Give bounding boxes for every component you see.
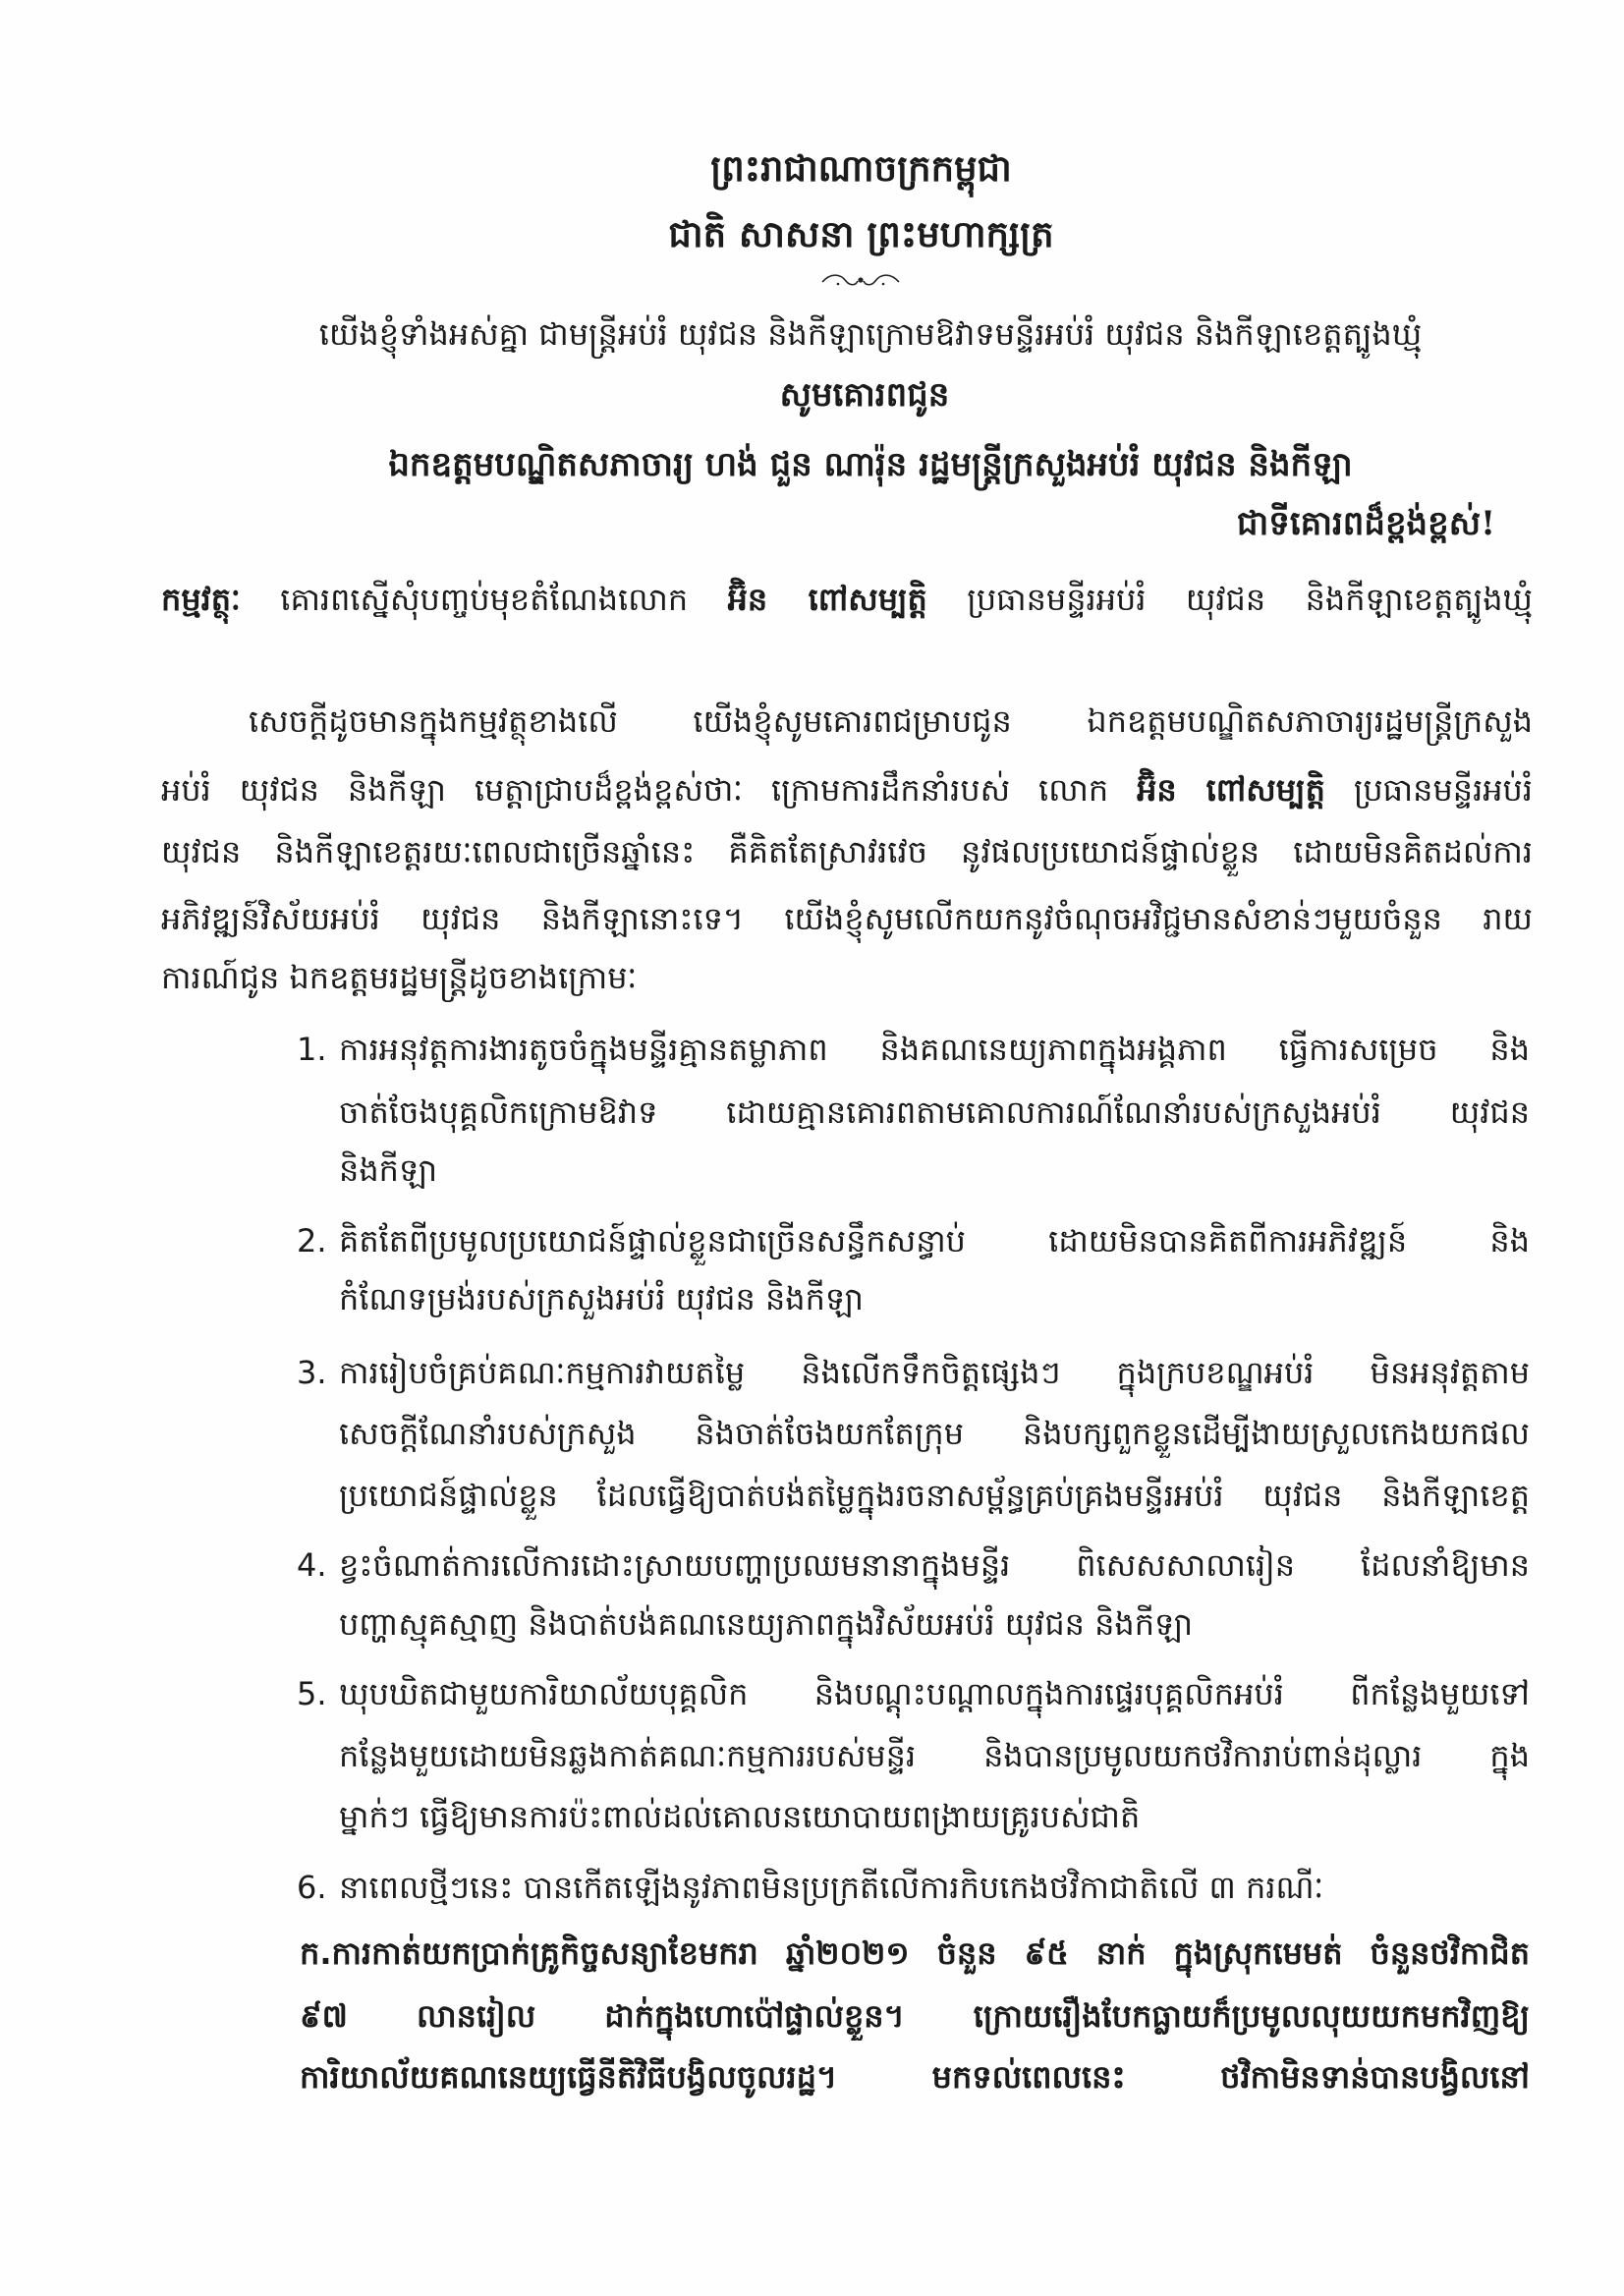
subject-text-after: ប្រធានមន្ទីរអប់រំ យុវជន និងកីឡាខេត្តត្បូងឃ្មុំ: [926, 581, 1533, 618]
point-2-number: 2.: [297, 1222, 327, 1260]
subject-text-before: គោរពស្នើសុំបញ្ចប់មុខតំណែងលោក: [240, 581, 728, 618]
point-5-line-1: ឃុបឃិតជាមួយការិយាល័យបុគ្គលិក និងបណ្តុះបណ្តាលក្នុងការផ្ទេរបុគ្គលិកអប់រំ ពីកន្លែងមួយទៅ: [339, 1675, 1530, 1712]
intro-line-2-after: ប្រធានមន្ទីរអប់រំ: [1324, 771, 1533, 809]
intro-line-2: [161, 765, 1533, 814]
subject-label: កម្មវត្ថុៈ: [161, 581, 241, 618]
national-motto: ជាតិ សាសនា ព្រះមហាក្សត្រ: [668, 212, 1054, 255]
kingdom-title: ព្រះរាជាណាចក្រកម្ពុជា: [710, 146, 1012, 190]
point-2-line-2: កំណែទម្រង់របស់ក្រសួងអប់រំ យុវជន និងកីឡា: [339, 1280, 864, 1317]
intro-person-name: អ៊ិន ពៅសម្បត្តិ: [1137, 771, 1325, 809]
flourish-divider-icon: [816, 269, 905, 293]
intro-line-3: យុវជន និងកីឡាខេត្តរយៈពេលជាច្រើនឆ្នាំនេះ គឺគិតតែស្រាវរវេច នូវផលប្រយោជន៍ផ្ទាល់ខ្លួន ដោយមិនគិតដល់ការ: [161, 833, 1533, 870]
subject-person-name: អ៊ិន ពៅសម្បត្តិ: [727, 581, 927, 618]
sub-item-ka-label: ក.: [300, 1934, 332, 1972]
point-2-line-1: គិតតែពីប្រមូលប្រយោជន៍ផ្ទាល់ខ្លួនជាច្រើនសន្ធឹកសន្ធាប់ ដោយមិនបានគិតពីការអភិវឌ្ឍន៍ និង: [339, 1222, 1530, 1260]
point-4-line-2: បញ្ហាស្មុគស្មាញ និងបាត់បង់គណនេយ្យភាពក្នុងវិស័យអប់រំ យុវជន និងកីឡា: [339, 1605, 1194, 1643]
point-1-line-3: និងកីឡា: [339, 1151, 437, 1189]
respectfully-to: សូមគោរពជូន: [779, 375, 950, 415]
honorific-line: ជាទីគោរពដ៏ខ្ពង់ខ្ពស់!: [1236, 504, 1495, 543]
intro-line-1: សេចក្តីដូចមានក្នុងកម្មវត្ថុខាងលើ យើងខ្ញុំសូមគោរពជម្រាបជូន ឯកឧត្តមបណ្ឌិតសភាចារ្យរដ្ឋមន្ត្រីក្រសួង: [249, 702, 1533, 740]
point-3-number: 3.: [297, 1354, 327, 1391]
point-6-line-1: នាពេលថ្មីៗនេះ បានកើតឡើងនូវភាពមិនប្រក្រតីលើការកិបកេងថវិកាជាតិលើ ៣ ករណីៈ: [339, 1869, 1324, 1906]
recipient-line: ឯកឧត្តមបណ្ឌិតសភាចារ្យ ហង់ ជួន ណារ៉ុន រដ្ឋមន្ត្រីក្រសួងអប់រំ យុវជន និងកីឡា: [388, 445, 1353, 484]
point-3-line-2: សេចក្តីណែនាំរបស់ក្រសួង និងចាត់ចែងយកតែក្រុម និងបក្សពួកខ្លួនដើម្បីងាយស្រួលកេងយកផល: [339, 1415, 1530, 1452]
point-6-number: 6.: [297, 1869, 327, 1906]
point-5-line-3: ម្នាក់ៗ ធ្វើឱ្យមានការប៉ះពាល់ដល់គោលនយោបាយពង្រាយគ្រូរបស់ជាតិ: [339, 1798, 1141, 1835]
point-3-line-3: ប្រយោជន៍ផ្ទាល់ខ្លួន ដែលធ្វើឱ្យបាត់បង់តម្លៃក្នុងរចនាសម្ព័ន្ធគ្រប់គ្រងមន្ទីរអប់រំ យុវជន និងកីឡាខេត្ត: [339, 1477, 1530, 1514]
sub-item-ka-text: ការកាត់យកប្រាក់គ្រូកិច្ចសន្យាខែមករា ឆ្នាំ២០២១ ចំនួន ៩៥ នាក់ ក្នុងស្រុកមេមត់ ចំនួនថវិកាជិត: [331, 1934, 1530, 1972]
point-4-line-1: ខ្វះចំណាត់ការលើការដោះស្រាយបញ្ហាប្រឈមនានាក្នុងមន្ទីរ ពិសេសសាលារៀន ដែលនាំឱ្យមាន: [339, 1546, 1530, 1584]
sub-item-ka-line-2: ៩៧ លានរៀល ដាក់ក្នុងហោប៉ៅផ្ទាល់ខ្លួន។ ក្រោយរឿងបែកធ្លាយក៏ប្រមូលលុយយកមកវិញឱ្យ: [300, 1997, 1530, 2035]
intro-line-5: ការណ៍ជូន ឯកឧត្តមរដ្ឋមន្ត្រីដូចខាងក្រោមៈ: [161, 959, 638, 996]
intro-line-4: អភិវឌ្ឍន៍វិស័យអប់រំ យុវជន និងកីឡានោះទេ។ យើងខ្ញុំសូមលើកយកនូវចំណុចអវិជ្ជមានសំខាន់ៗមួយចំនួន រាយ: [161, 900, 1533, 937]
sub-item-ka-line-3: ការិយាល័យគណនេយ្យធ្វើនីតិវិធីបង្វិលចូលរដ្ឋ។ មកទល់ពេលនេះ ថវិកាមិនទាន់បានបង្វិលនៅ: [300, 2058, 1530, 2096]
point-4-number: 4.: [297, 1546, 327, 1584]
subject-line: [161, 575, 1533, 624]
intro-line-2-before: អប់រំ យុវជន និងកីឡា មេត្តាជ្រាបដ៏ខ្ពង់ខ្ពស់ថាៈ ក្រោមការដឹកនាំរបស់ លោក: [161, 771, 1138, 809]
point-5-line-2: កន្លែងមួយដោយមិនឆ្លងកាត់គណៈកម្មការរបស់មន្ទីរ និងបានប្រមូលយកថវិការាប់ពាន់ដុល្លារ ក្នុង: [339, 1737, 1530, 1774]
point-1-line-1: ការអនុវត្តការងារតូចចំក្នុងមន្ទីរគ្មានតម្លាភាព និងគណនេយ្យភាពក្នុងអង្គភាព ធ្វើការសម្រេច និង: [339, 1031, 1530, 1068]
sender-line: យើងខ្ញុំទាំងអស់គ្នា ជាមន្ត្រីអប់រំ យុវជន និងកីឡាក្រោមឱវាទមន្ទីរអប់រំ យុវជន និងកីឡាខេត្តត្បូងឃ្មុំ: [318, 315, 1423, 353]
point-1-number: 1.: [297, 1031, 327, 1068]
point-3-line-1: ការរៀបចំគ្រប់គណៈកម្មការវាយតម្លៃ និងលើកទឹកចិត្តផ្សេងៗ ក្នុងក្របខណ្ឌអប់រំ មិនអនុវត្តតាម: [339, 1354, 1530, 1391]
point-1-line-2: ចាត់ចែងបុគ្គលិកក្រោមឱវាទ ដោយគ្មានគោរពតាមគោលការណ៍ណែនាំរបស់ក្រសួងអប់រំ យុវជន: [339, 1093, 1530, 1131]
point-5-number: 5.: [297, 1675, 327, 1712]
sub-item-ka-line-1: [300, 1929, 1530, 1978]
